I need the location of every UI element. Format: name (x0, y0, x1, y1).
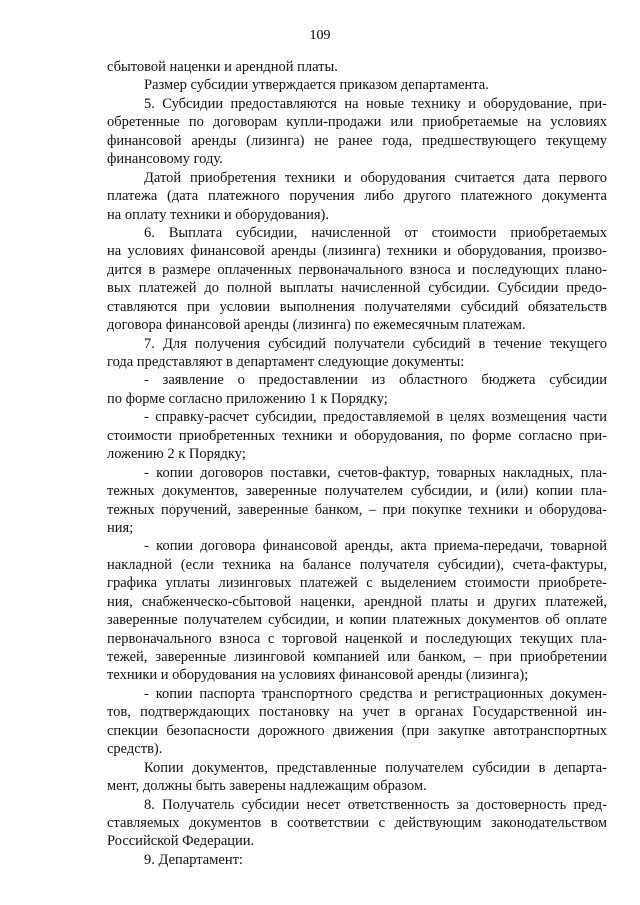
text-line: тов, подтверждающих постановку на учет в органах Государственной ин- (107, 704, 607, 721)
text-line: заверенные получателем субсидии, и копии платежных документов об оплате (107, 612, 607, 629)
text-line: - копии договора финансовой аренды, акта приема-передачи, товарной (144, 538, 607, 555)
text-line: ставляемых документов в соответствии с действующим законодательством (107, 814, 607, 831)
text-line: тежных документов, заверенные получателем субсидии, и (или) копии пла- (107, 483, 607, 500)
text-line: на условиях финансовой аренды (лизинга) техники и оборудования, произво- (107, 243, 607, 260)
text-line: - копии договоров поставки, счетов-фактур, товарных накладных, пла- (144, 464, 607, 481)
text-line: Российской Федерации. (107, 833, 255, 850)
text-line: ложению 2 к Порядку; (107, 446, 246, 463)
text-line: техники и оборудования на условиях финансовой аренды (лизинга); (107, 667, 529, 684)
text-line: платежа (дата платежного поручения либо другого платежного документа (107, 188, 607, 205)
text-line: финансовой аренды (лизинга) не ранее года, предшествующего текущему (107, 132, 607, 149)
text-line: графика уплаты лизинговых платежей с выделением стоимости приобрете- (107, 575, 607, 592)
text-line: ставляются при условии выполнения получателями субсидий обязательств (107, 298, 607, 315)
text-line: ния; (107, 519, 134, 536)
text-line: - заявление о предоставлении из областного бюджета субсидии (144, 372, 607, 389)
text-line: дится в размере оплаченных первоначального взноса и последующих плано- (107, 261, 607, 278)
text-line: по форме согласно приложению 1 к Порядку; (107, 390, 388, 407)
text-line: Размер субсидии утверждается приказом департамента. (144, 77, 489, 94)
page-number: 109 (309, 28, 331, 43)
text-line: стоимости приобретенных техники и оборудования, по форме согласно при- (107, 427, 607, 444)
text-line: - копии паспорта транспортного средства и регистрационных докумен- (144, 685, 607, 702)
text-line: договора финансовой аренды (лизинга) по ежемесячным платежам. (107, 317, 526, 334)
text-line: 5. Субсидии предоставляются на новые технику и оборудование, при- (144, 95, 607, 112)
text-line: финансовому году. (107, 151, 223, 168)
text-line: 6. Выплата субсидии, начисленной от стоимости приобретаемых (144, 224, 607, 241)
text-line: накладной (если техника на балансе получателя субсидии), счета-фактуры, (107, 556, 607, 573)
text-line: 9. Департамент: (144, 851, 243, 868)
text-line: вых платежей до полной выплаты начисленной субсидии. Субсидии предо- (107, 280, 607, 297)
text-line: 7. Для получения субсидий получатели субсидий в течение текущего (144, 335, 607, 352)
text-line: на оплату техники и оборудования). (107, 206, 329, 223)
text-line: сбытовой наценки и арендной платы. (107, 59, 338, 75)
text-line: тежей, заверенные лизинговой компанией или банком, – при приобретении (107, 649, 607, 665)
text-line: ния, снабженческо-сбытовой наценки, арендной платы и других платежей, (107, 593, 607, 610)
text-line: первоначального взноса с торговой наценкой и последующих текущих пла- (107, 630, 607, 647)
text-line: средств). (107, 741, 163, 758)
document-body (107, 58, 607, 869)
text-line: - справку-расчет субсидии, предоставляемой в целях возмещения части (144, 409, 607, 426)
text-line: обретенные по договорам купли-продажи или приобретаемые на условиях (107, 114, 607, 131)
text-line: года представляют в департамент следующие документы: (107, 354, 465, 370)
text-line: тежных поручений, заверенные банком, – при покупке техники и оборудова- (107, 501, 607, 518)
text-line: 8. Получатель субсидии несет ответственность за достоверность пред- (144, 796, 607, 813)
text-line: Датой приобретения техники и оборудования считается дата первого (144, 169, 607, 186)
text-line: спекции безопасности дорожного движения (при закупке автотранспортных (107, 722, 607, 739)
text-line: мент, должны быть заверены надлежащим образом. (107, 778, 427, 795)
text-line: Копии документов, представленные получателем субсидии в департа- (144, 759, 607, 776)
